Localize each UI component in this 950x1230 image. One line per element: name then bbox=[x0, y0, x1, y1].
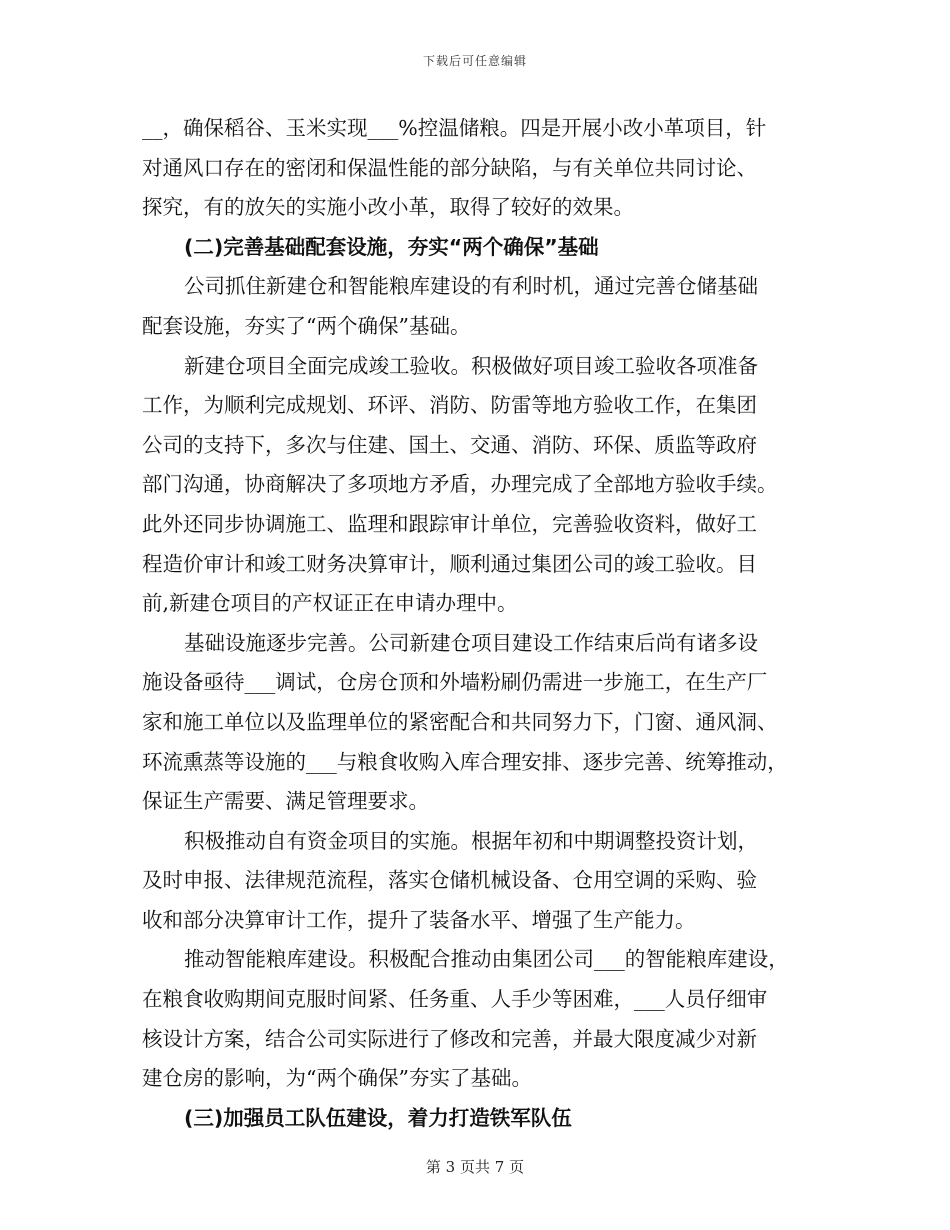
text-line: 积极推动自有资金项目的实施。根据年初和中期调整投资计划， bbox=[184, 828, 758, 853]
page-header: 下载后可任意编辑 bbox=[422, 54, 527, 68]
text-line: 收和部分决算审计工作，提升了装备水平、增强了生产能力。 bbox=[142, 907, 696, 932]
text-line: __，确保稻谷、玉米实现___%控温储粮。四是开展小改小革项目，针 bbox=[142, 116, 767, 140]
text-line: 保证生产需要、满足管理要求。 bbox=[142, 789, 429, 814]
text-line: 环流熏蒸等设施的___与粮食收购入库合理安排、逐步完善、统筹推动， bbox=[142, 749, 788, 774]
text-line: 部门沟通，协商解决了多项地方矛盾，办理完成了全部地方验收手续。 bbox=[142, 472, 778, 497]
document-body bbox=[142, 109, 822, 1138]
text-line: 探究，有的放矢的实施小改小革，取得了较好的效果。 bbox=[142, 195, 634, 220]
text-line: 公司抓住新建仓和智能粮库建设的有利时机，通过完善仓储基础 bbox=[184, 274, 758, 299]
section-heading: (二)完善基础配套设施，夯实“两个确保”基础 bbox=[184, 234, 599, 259]
text-line: 及时申报、法律规范流程，落实仓储机械设备、仓用空调的采购、验 bbox=[142, 868, 757, 893]
text-line: 公司的支持下，多次与住建、国土、交通、消防、环保、质监等政府 bbox=[142, 432, 757, 457]
text-line: 施设备亟待___调试，仓房仓顶和外墙粉刷仍需进一步施工，在生产厂 bbox=[142, 670, 768, 695]
text-line: 推动智能粮库建设。积极配合推动由集团公司___的智能粮库建设， bbox=[184, 947, 789, 972]
text-line: 此外还同步协调施工、监理和跟踪审计单位，完善验收资料，做好工 bbox=[142, 511, 757, 536]
section-heading: (三)加强员工队伍建设，着力打造铁军队伍 bbox=[184, 1105, 572, 1130]
page-footer: 第 3 页共 7 页 bbox=[425, 1158, 525, 1176]
text-line: 核设计方案，结合公司实际进行了修改和完善，并最大限度减少对新 bbox=[142, 1026, 757, 1051]
text-line: 对通风口存在的密闭和保温性能的部分缺陷，与有关单位共同讨论、 bbox=[142, 155, 757, 180]
text-line: 家和施工单位以及监理单位的紧密配合和共同努力下，门窗、通风洞、 bbox=[142, 709, 778, 734]
text-line: 工作，为顺利完成规划、环评、消防、防雷等地方验收工作，在集团 bbox=[142, 393, 757, 418]
text-line: 新建仓项目全面完成竣工验收。积极做好项目竣工验收各项准备 bbox=[184, 353, 758, 378]
text-line: 配套设施，夯实了“两个确保”基础。 bbox=[142, 313, 471, 338]
text-line: 程造价审计和竣工财务决算审计，顺利通过集团公司的竣工验收。目 bbox=[142, 551, 757, 576]
text-line: 基础设施逐步完善。公司新建仓项目建设工作结束后尚有诸多设 bbox=[184, 630, 758, 655]
text-line: 前,新建仓项目的产权证正在申请办理中。 bbox=[142, 591, 518, 616]
text-line: 建仓房的影响，为“两个确保”夯实了基础。 bbox=[142, 1066, 532, 1091]
text-line: 在粮食收购期间克服时间紧、任务重、人手少等困难，___人员仔细审 bbox=[142, 987, 768, 1012]
